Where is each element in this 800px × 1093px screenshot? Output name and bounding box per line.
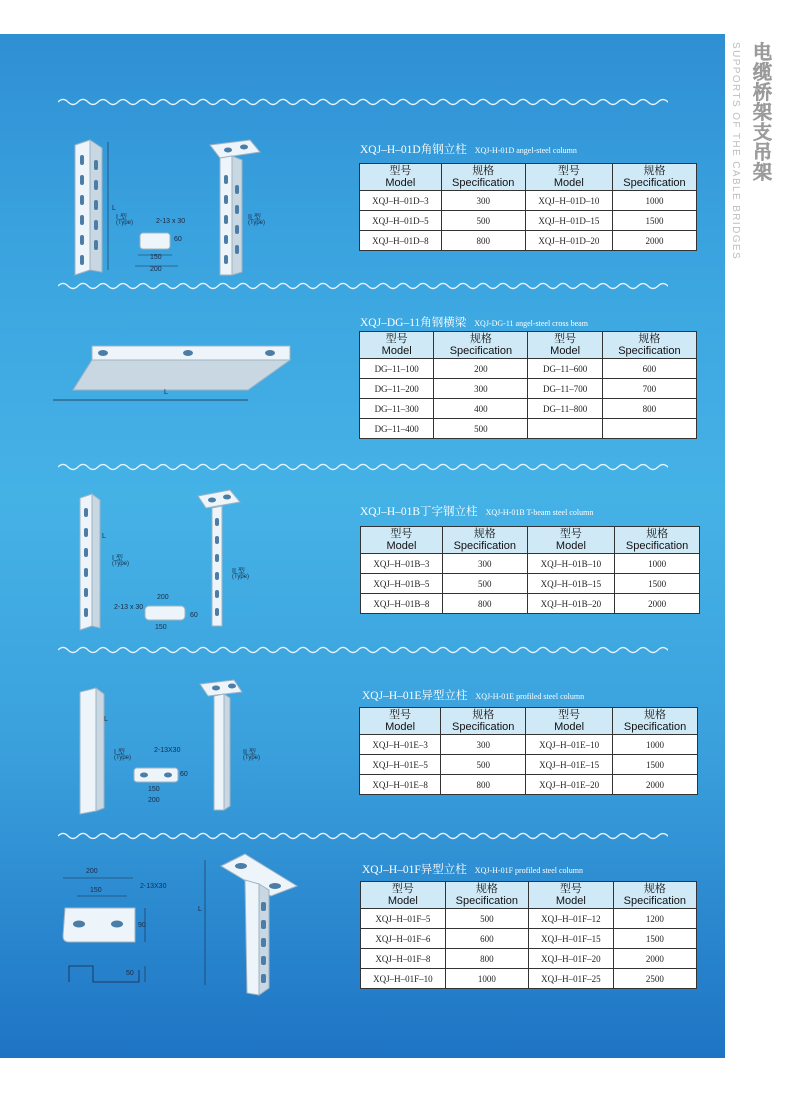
- col-model: 型号 Model: [527, 527, 615, 554]
- cell: XQJ–H–01F–15: [528, 929, 613, 949]
- section-title-main: XQJ–DG–11角钢横梁: [360, 317, 467, 329]
- table-row: [360, 191, 697, 211]
- cell: 1000: [615, 554, 700, 574]
- cell: XQJ–H–01D–15: [525, 211, 612, 231]
- cell: XQJ–H–01F–25: [528, 969, 613, 989]
- cell: XQJ–H–01B–20: [527, 594, 615, 614]
- col-spec: 规格 Specification: [613, 882, 696, 909]
- cell: [602, 419, 696, 439]
- col-model: 型号 Model: [528, 882, 613, 909]
- wave-divider: [58, 97, 668, 107]
- cell: 1500: [612, 211, 696, 231]
- cell: 400: [434, 399, 528, 419]
- cell: 2000: [615, 594, 700, 614]
- table-header-row: [360, 164, 697, 191]
- col-model: 型号 Model: [526, 708, 613, 735]
- col-spec: 规格 Specification: [442, 527, 527, 554]
- cell: 500: [445, 909, 528, 929]
- type1-label: I 型: [112, 555, 123, 562]
- cell: DG–11–100: [360, 359, 434, 379]
- dim-label-150: 150: [150, 254, 162, 261]
- dim-label-150: 150: [155, 624, 167, 631]
- cell: DG–11–300: [360, 399, 434, 419]
- cell: 500: [441, 211, 525, 231]
- table-row: [361, 929, 697, 949]
- cell: XQJ–H–01B–3: [361, 554, 443, 574]
- table-row: [361, 594, 700, 614]
- cell: DG–11–200: [360, 379, 434, 399]
- cell: XQJ–H–01D–8: [360, 231, 442, 251]
- table-row: [361, 949, 697, 969]
- side-title-en: SUPPORTS OF THE CABLE BRIDGES: [730, 42, 741, 261]
- cell: XQJ–H–01F–5: [361, 909, 446, 929]
- type2-en-label: (Type): [248, 220, 266, 226]
- table-row: [360, 755, 698, 775]
- cell: 1500: [613, 755, 698, 775]
- table-row: [361, 574, 700, 594]
- dim-label-l: L: [102, 533, 106, 540]
- cell: XQJ–H–01B–8: [361, 594, 443, 614]
- cell: XQJ–H–01E–5: [360, 755, 441, 775]
- cell: XQJ–H–01E–3: [360, 735, 441, 755]
- type1-en-label: (Type): [114, 755, 132, 761]
- section-title-sub: XQJ-H-01F profiled steel column: [474, 866, 583, 875]
- cross-beam-figure: [48, 340, 298, 410]
- dim-label-l: L: [164, 389, 168, 396]
- cell: XQJ–H–01E–10: [526, 735, 613, 755]
- cell: 800: [602, 399, 696, 419]
- type2-label: II 型: [243, 749, 256, 756]
- table-row: [360, 379, 697, 399]
- dim-label-l: L: [198, 906, 202, 913]
- type1-label: I 型: [114, 749, 125, 756]
- cell: DG–11–400: [360, 419, 434, 439]
- cell: 800: [442, 594, 527, 614]
- col-model: 型号 Model: [360, 708, 441, 735]
- table-row: [360, 735, 698, 755]
- side-title-cn: 电缆桥架支吊架: [750, 42, 772, 182]
- table-header-row: [361, 882, 697, 909]
- section-title-01d: [360, 140, 577, 158]
- hole-label: 2-13 x 30: [114, 604, 144, 611]
- type2-label: II 型: [248, 214, 261, 221]
- cell: XQJ–H–01D–3: [360, 191, 442, 211]
- cell: XQJ–H–01F–20: [528, 949, 613, 969]
- cell: 1200: [613, 909, 696, 929]
- cell: 2500: [613, 969, 696, 989]
- dim-label-150: 150: [148, 786, 160, 793]
- wave-divider: [58, 831, 668, 841]
- cell: 1000: [613, 735, 698, 755]
- type1-en-label: (Type): [112, 561, 130, 567]
- cell: XQJ–H–01D–10: [525, 191, 612, 211]
- cell: XQJ–H–01E–20: [526, 775, 613, 795]
- cell: 700: [602, 379, 696, 399]
- section-title-sub: XQJ-H-01E profiled steel column: [475, 692, 585, 701]
- cell: XQJ–H–01F–8: [361, 949, 446, 969]
- col-spec: 规格 Specification: [612, 164, 696, 191]
- section-title-main: XQJ–H–01B丁字钢立柱: [360, 506, 478, 518]
- table-header-row: [360, 708, 698, 735]
- dim-label-200: 200: [86, 868, 98, 875]
- cell: XQJ–H–01E–8: [360, 775, 441, 795]
- cell: [528, 419, 602, 439]
- table-row: [361, 554, 700, 574]
- dim-label-200: 200: [148, 797, 160, 804]
- cell: 200: [434, 359, 528, 379]
- dim-label-200: 200: [150, 266, 162, 273]
- section-title-sub: XQJ-H-01B T-beam steel column: [485, 508, 594, 517]
- angle-column-figure: [60, 130, 270, 280]
- cell: 1000: [445, 969, 528, 989]
- section-title-main: XQJ–H–01E异型立柱: [362, 690, 468, 702]
- cell: 2000: [612, 231, 696, 251]
- hole-label: 2-13X30: [154, 747, 181, 754]
- wave-divider: [58, 645, 668, 655]
- t-beam-column-figure: [70, 488, 260, 633]
- dim-label-90: 90: [138, 922, 146, 929]
- section-title-sub: XQJ-DG-11 angel-steel cross beam: [474, 319, 588, 328]
- cell: 800: [445, 949, 528, 969]
- col-spec: 规格 Specification: [434, 332, 528, 359]
- cell: 300: [442, 554, 527, 574]
- cell: DG–11–800: [528, 399, 602, 419]
- col-model: 型号 Model: [528, 332, 602, 359]
- hole-label: 2-13 x 30: [156, 218, 186, 225]
- dim-label-200: 200: [157, 594, 169, 601]
- dim-label-60: 60: [180, 771, 188, 778]
- dim-label-l: L: [112, 205, 116, 212]
- col-model: 型号 Model: [360, 332, 434, 359]
- table-row: [360, 211, 697, 231]
- cell: 800: [441, 231, 525, 251]
- col-model: 型号 Model: [525, 164, 612, 191]
- dim-label-60: 60: [190, 612, 198, 619]
- spec-table-01f: [360, 881, 697, 989]
- col-model: 型号 Model: [361, 882, 446, 909]
- cell: 600: [602, 359, 696, 379]
- table-row: [360, 419, 697, 439]
- cell: 500: [441, 755, 526, 775]
- table-row: [361, 969, 697, 989]
- cell: DG–11–600: [528, 359, 602, 379]
- table-row: [360, 399, 697, 419]
- cell: 500: [434, 419, 528, 439]
- hole-label: 2-13X30: [140, 883, 167, 890]
- cell: XQJ–H–01F–6: [361, 929, 446, 949]
- cell: DG–11–700: [528, 379, 602, 399]
- cell: 300: [441, 191, 525, 211]
- cell: 500: [442, 574, 527, 594]
- cell: XQJ–H–01B–5: [361, 574, 443, 594]
- type2-en-label: (Type): [232, 574, 250, 580]
- table-row: [360, 231, 697, 251]
- section-title-01b: [360, 502, 593, 520]
- cell: 1500: [613, 929, 696, 949]
- cell: XQJ–H–01B–10: [527, 554, 615, 574]
- col-spec: 规格 Specification: [602, 332, 696, 359]
- cell: XQJ–H–01F–10: [361, 969, 446, 989]
- table-row: [360, 775, 698, 795]
- cell: XQJ–H–01D–20: [525, 231, 612, 251]
- table-row: [360, 359, 697, 379]
- section-title-main: XQJ–H–01D角钢立柱: [360, 144, 467, 156]
- section-title-dg11: [360, 313, 588, 331]
- cell: XQJ–H–01B–15: [527, 574, 615, 594]
- type2-en-label: (Type): [243, 755, 261, 761]
- type1-en-label: (Type): [116, 220, 134, 226]
- wave-divider: [58, 281, 668, 291]
- section-title-sub: XQJ-H-01D angel-steel column: [474, 146, 577, 155]
- section-title-01e: [362, 686, 584, 704]
- wave-divider: [58, 462, 668, 472]
- dim-label-60: 60: [174, 236, 182, 243]
- cell: 1500: [615, 574, 700, 594]
- cell: 1000: [612, 191, 696, 211]
- cell: 2000: [613, 949, 696, 969]
- table-header-row: [361, 527, 700, 554]
- table-header-row: [360, 332, 697, 359]
- col-spec: 规格 Specification: [441, 164, 525, 191]
- dim-label-l: L: [104, 716, 108, 723]
- col-spec: 规格 Specification: [441, 708, 526, 735]
- section-title-01f: [362, 860, 583, 878]
- col-model: 型号 Model: [360, 164, 442, 191]
- col-spec: 规格 Specification: [613, 708, 698, 735]
- section-title-main: XQJ–H–01F异型立柱: [362, 864, 467, 876]
- type1-label: I 型: [116, 214, 127, 221]
- dim-label-50: 50: [126, 970, 134, 977]
- dim-label-150: 150: [90, 887, 102, 894]
- cell: 300: [441, 735, 526, 755]
- cell: XQJ–H–01D–5: [360, 211, 442, 231]
- col-spec: 规格 Specification: [445, 882, 528, 909]
- table-row: [361, 909, 697, 929]
- type2-label: II 型: [232, 568, 245, 575]
- cell: 800: [441, 775, 526, 795]
- spec-table-dg11: [359, 331, 697, 439]
- spec-table-01d: [359, 163, 697, 251]
- cell: 300: [434, 379, 528, 399]
- col-spec: 规格 Specification: [615, 527, 700, 554]
- cell: 2000: [613, 775, 698, 795]
- col-model: 型号 Model: [361, 527, 443, 554]
- cell: XQJ–H–01E–15: [526, 755, 613, 775]
- cell: XQJ–H–01F–12: [528, 909, 613, 929]
- cell: 600: [445, 929, 528, 949]
- spec-table-01b: [360, 526, 700, 614]
- spec-table-01e: [359, 707, 698, 795]
